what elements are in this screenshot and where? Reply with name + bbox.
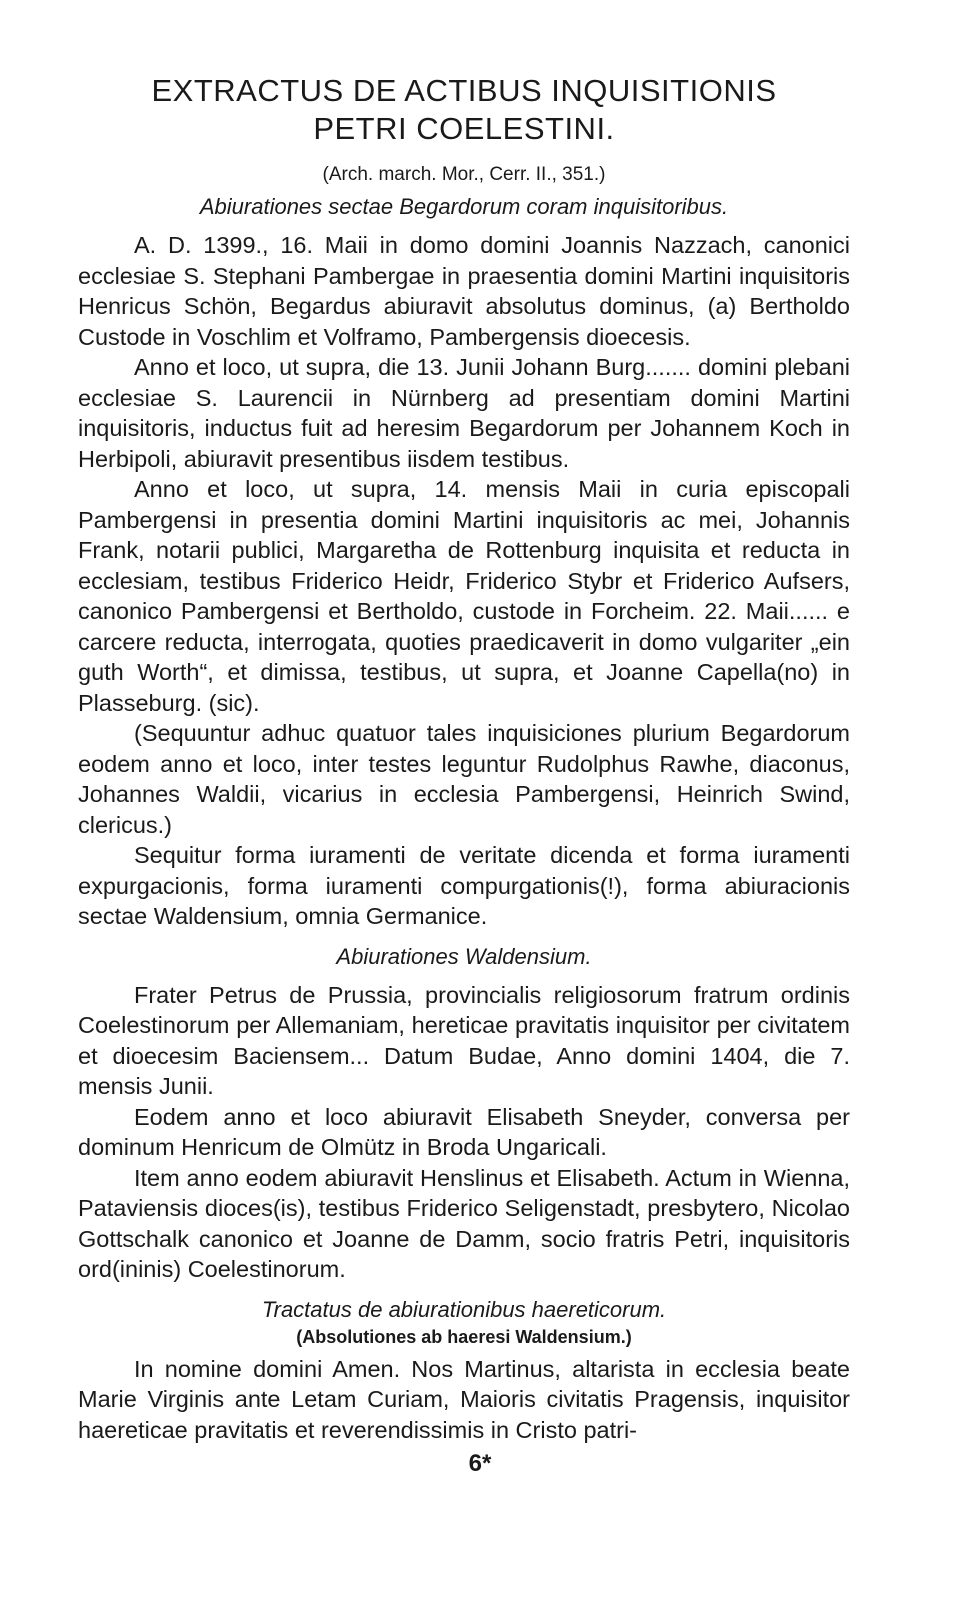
paragraph: Sequitur forma iuramenti de veritate dicenda et forma iuramenti expurgacionis, forma iuramenti compurgationis(!), forma abiuracionis sectae Waldensium, omnia Germanice. (78, 842, 850, 929)
page-folio: 6* (468, 1450, 492, 1477)
paragraph: Item anno eodem abiuravit Henslinus et Elisabeth. Actum in Wienna, Pataviensis dioces(is), testibus Friderico Seligenstadt, presbytero, Nicolao Gottschalk canonico et Joanne de Damm, socio fratris Petri, inquisitoris ord(ininis) Coelestinorum. (78, 1164, 850, 1282)
title-line-2: PETRI COELESTINI. (313, 111, 615, 146)
paragraph: Anno et loco, ut supra, 14. mensis Maii in curia episcopali Pambergensi in presentia domini Martini inquisitoris ac mei, Johannis Frank, notarii publici, Margaretha de Rottenburg inquisita et reducta in ecclesiam, testibus Friderico Heidr, Friderico Stybr et Friderico Aufsers, canonico Pambergensi et Bertholdo, custode in Forcheim. 22. Maii...... e carcere reducta, interrogata, quoties praedicaverit in domo vulgariter „ein guth Worth“, et dimissa, testibus, ut supra, et Joanne Capella(no) in Plasseburg. (sic). (78, 476, 850, 716)
paragraph: Eodem anno et loco abiuravit Elisabeth Sneyder, conversa per dominum Henricum de Olmütz in Broda Ungaricali. (78, 1103, 850, 1160)
section-subheading-absolutiones: (Absolutiones ab haeresi Waldensium.) (296, 1326, 632, 1347)
paragraph: Frater Petrus de Prussia, provincialis religiosorum fratrum ordinis Coelestinorum per Allemaniam, hereticae pravitatis inquisitor per civitatem et dioecesim Baciensem... Datum Budae, Anno domini 1404, die 7. mensis Junii. (78, 981, 850, 1099)
section-heading-tractatus: Tractatus de abiurationibus haereticorum. (261, 1296, 667, 1322)
document-title (78, 72, 850, 148)
section-heading-waldenses: Abiurationes Waldensium. (336, 943, 592, 969)
paragraph: Anno et loco, ut supra, die 13. Junii Johann Burg....... domini plebani ecclesiae S. Laurencii in Nürnberg ad presentiam domini Martini inquisitoris, inductus fuit ad heresim Begardorum per Johannem Koch in Herbipoli, abiuravit presentibus iisdem testibus. (78, 354, 850, 472)
section-body-waldenses (78, 980, 850, 1285)
section-body-tractatus (78, 1354, 850, 1446)
paragraph: A. D. 1399., 16. Maii in domo domini Joannis Nazzach, canonici ecclesiae S. Stephani Pambergae in praesentia domini Martini inquisitoris Henricus Schön, Begardus abiuravit absolutus dominus, (a) Bertholdo Custode in Voschlim et Volframo, Pambergensis dioecesis. (78, 232, 850, 350)
paragraph: In nomine domini Amen. Nos Martinus, altarista in ecclesia beate Marie Virginis ante Letam Curiam, Maioris civitatis Pragensis, inquisitor haereticae pravitatis et reverendissimis in Cristo patri- (78, 1355, 850, 1443)
section-heading-begardi: Abiurationes sectae Begardorum coram inquisitoribus. (199, 194, 729, 219)
archive-source: (Arch. march. Mor., Cerr. II., 351.) (322, 164, 606, 185)
title-line-1: EXTRACTUS DE ACTIBUS INQUISITIONIS (151, 73, 777, 108)
paragraph: (Sequuntur adhuc quatuor tales inquisiciones plurium Begardorum eodem anno et loco, inter testes leguntur Rudolphus Rawhe, diaconus, Johannes Waldii, vicarius in ecclesia Pambergensi, Heinrich Swind, clericus.) (78, 720, 850, 838)
section-body-begardi (78, 230, 850, 932)
